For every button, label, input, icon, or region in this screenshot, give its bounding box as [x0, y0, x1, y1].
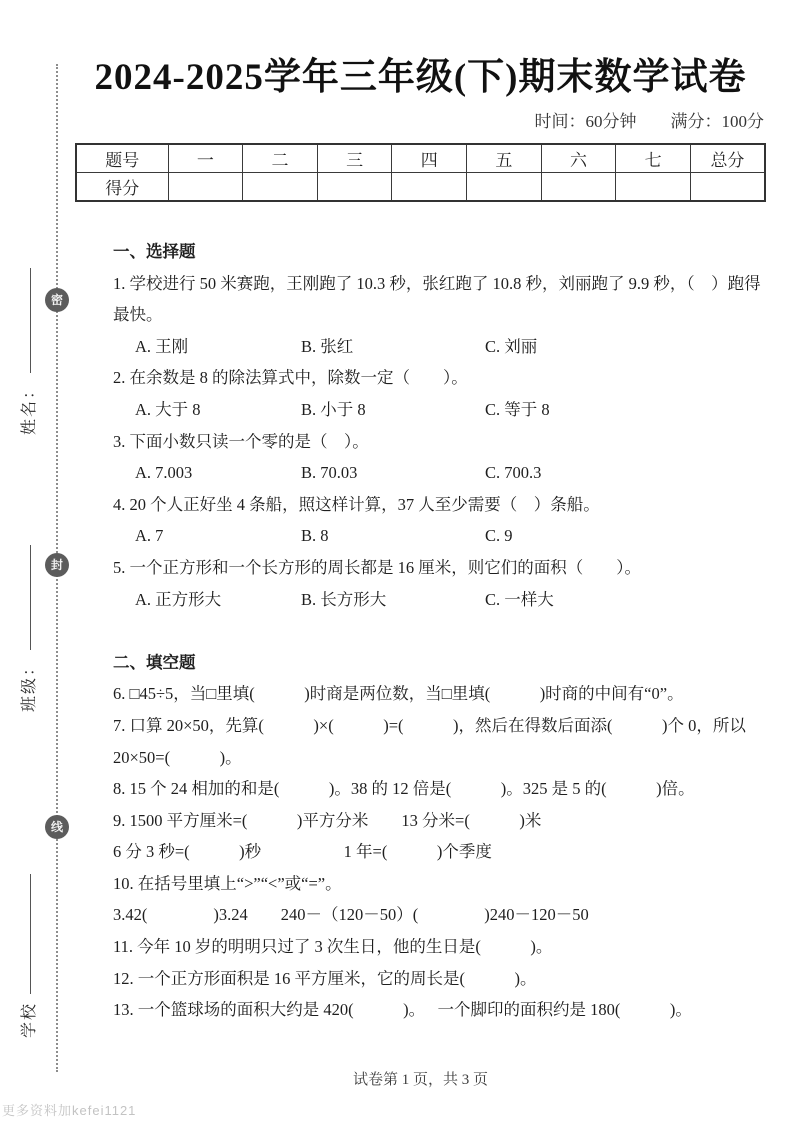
score-table-empty-cell [317, 173, 392, 202]
option-b: B. 8 [301, 526, 329, 546]
student-school-blank [29, 874, 31, 994]
option-a: A. 7 [135, 526, 164, 546]
score-table-empty-cell [616, 173, 691, 202]
option-c: C. 刘丽 [485, 336, 538, 356]
question-1-options [113, 331, 769, 363]
score-table-header-cell: 四 [392, 144, 467, 173]
option-b: B. 长方形大 [301, 589, 387, 609]
score-table-empty-cell [541, 173, 616, 202]
page-title: 2024-2025学年三年级(下)期末数学试卷 [94, 57, 747, 98]
score-table-header-cell: 一 [168, 144, 243, 173]
option-c: C. 9 [485, 526, 513, 546]
score-table-header-row [76, 144, 765, 173]
score-table-header-cell: 六 [541, 144, 616, 173]
header [75, 0, 766, 132]
student-class-blank [29, 545, 31, 650]
student-school-field [16, 874, 39, 1038]
watermark-text: 更多资料加kefei1121 [2, 1103, 137, 1118]
score-table-empty-cell [168, 173, 243, 202]
seal-stamp-feng-icon: 封 [45, 553, 69, 577]
student-name-blank [29, 268, 31, 373]
question-9-line: 6 分 3 秒=( )秒 1 年=( )个季度 [113, 842, 492, 862]
student-name-field [16, 268, 39, 435]
question-10-line: 10. 在括号里填上“>”“<”或“=”。 [113, 873, 342, 893]
student-class-field [16, 545, 39, 712]
exam-time: 时间：60分钟 [534, 112, 637, 131]
option-b: B. 小于 8 [301, 399, 366, 419]
score-table-header-cell: 总分 [690, 144, 765, 173]
option-c: C. 一样大 [485, 589, 554, 609]
question-3-options [113, 457, 769, 489]
question-10-line: 3.42( )3.24 240－（120－50）( )240－120－50 [113, 905, 589, 925]
section-spacer [113, 615, 769, 647]
student-name-label: 姓名： [21, 380, 38, 435]
student-class-label: 班级： [21, 657, 38, 712]
question-12-line: 12. 一个正方形面积是 16 平方厘米，它的周长是( )。 [113, 968, 537, 988]
section-heading-fill-blank: 二、填空题 [113, 652, 196, 672]
question-2-line: 2. 在余数是 8 的除法算式中，除数一定（ ）。 [113, 368, 468, 388]
score-table-header-cell: 七 [616, 144, 691, 173]
score-table-empty-cell [690, 173, 765, 202]
option-c: C. 等于 8 [485, 399, 550, 419]
question-7-line: 7. 口算 20×50，先算( )×( )=( )，然后在得数后面添( )个 0，所以 [113, 715, 746, 735]
question-11-line: 11. 今年 10 岁的明明只过了 3 次生日，他的生日是( )。 [113, 937, 553, 957]
question-2-options [113, 394, 769, 426]
seal-stamp-xian-icon: 线 [45, 815, 69, 839]
option-b: B. 70.03 [301, 463, 358, 483]
question-1-line: 最快。 [113, 305, 163, 325]
question-9-line: 9. 1500 平方厘米=( )平方分米 13 分米=( )米 [113, 810, 542, 830]
option-c: C. 700.3 [485, 463, 542, 483]
question-13-line: 13. 一个篮球场的面积大约是 420( )。 一个脚印的面积约是 180( )。 [113, 1000, 692, 1020]
question-8-line: 8. 15 个 24 相加的和是( )。38 的 12 倍是( )。325 是 5 的( )倍。 [113, 779, 695, 799]
score-table-header-cell: 题号 [76, 144, 168, 173]
question-area [113, 236, 769, 1026]
question-3-line: 3. 下面小数只读一个零的是（ ）。 [113, 431, 369, 451]
score-table-empty-cell [392, 173, 467, 202]
student-school-label: 学校 [21, 1001, 38, 1038]
score-table-empty-cell [467, 173, 542, 202]
score-table-score-row [76, 173, 765, 202]
option-b: B. 张红 [301, 336, 354, 356]
score-table-empty-cell [243, 173, 318, 202]
score-table [75, 143, 766, 202]
question-7-line: 20×50=( )。 [113, 747, 242, 767]
question-1-line: 1. 学校进行 50 米赛跑，王刚跑了 10.3 秒，张红跑了 10.8 秒，刘丽跑了 9.9 秒，（ ）跑得 [113, 273, 761, 293]
option-a: A. 大于 8 [135, 399, 201, 419]
question-5-options [113, 584, 769, 616]
score-table-header-cell: 三 [317, 144, 392, 173]
option-a: A. 7.003 [135, 463, 193, 483]
question-4-options [113, 520, 769, 552]
option-a: A. 正方形大 [135, 589, 222, 609]
score-table-header-cell: 二 [243, 144, 318, 173]
question-5-line: 5. 一个正方形和一个长方形的周长都是 16 厘米，则它们的面积（ ）。 [113, 557, 641, 577]
score-row-label: 得分 [76, 173, 168, 202]
option-a: A. 王刚 [135, 336, 189, 356]
question-6-line: 6. □45÷5，当□里填( )时商是两位数，当□里填( )时商的中间有“0”。 [113, 684, 684, 704]
question-4-line: 4. 20 个人正好坐 4 条船，照这样计算，37 人至少需要（ ）条船。 [113, 494, 600, 514]
score-table-header-cell: 五 [467, 144, 542, 173]
seal-stamp-mi-icon: 密 [45, 288, 69, 312]
page-number: 试卷第 1 页，共 3 页 [352, 1072, 488, 1088]
section-heading-choice: 一、选择题 [113, 242, 196, 261]
exam-meta [75, 107, 766, 132]
exam-full-score: 满分：100分 [670, 112, 764, 131]
